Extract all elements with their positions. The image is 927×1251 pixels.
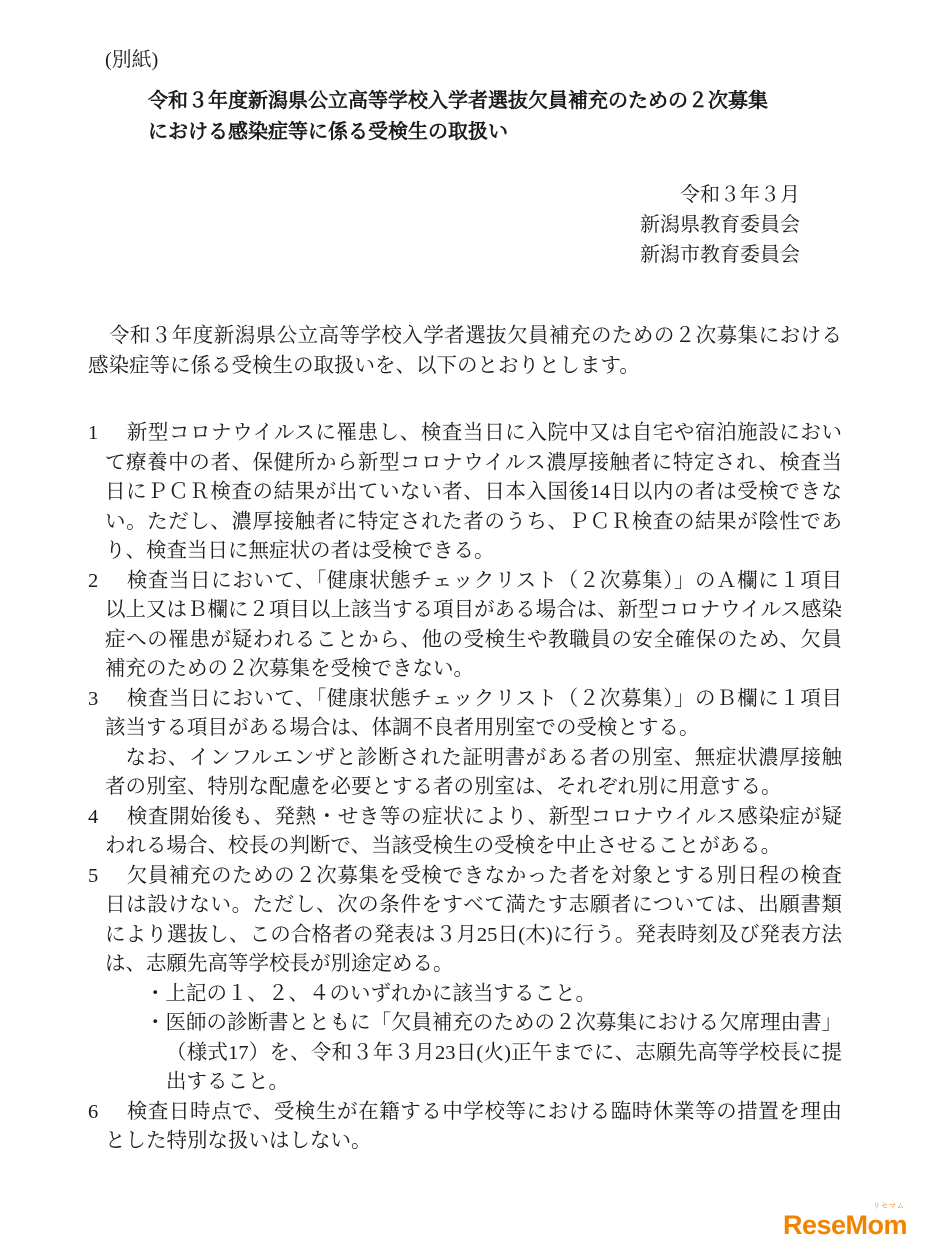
byline-block xyxy=(88,180,842,270)
intro-paragraph: 令和３年度新潟県公立高等学校入学者選抜欠員補充のための２次募集における感染症等に係る受検生の取扱いを、以下のとおりとします。 xyxy=(88,325,842,377)
resemom-logo xyxy=(783,1203,907,1239)
list-item-2 xyxy=(88,567,842,685)
item-2-number: 2 xyxy=(88,569,99,592)
item-5-number: 5 xyxy=(88,864,99,887)
list-item-3 xyxy=(88,685,842,744)
item-2-text: 検査当日において、「健康状態チェックリスト（２次募集）」のＡ欄に１項目以上又はＢ欄に２項目以上該当する項目がある場合は、新型コロナウイルス感染症への罹患が疑われることから、他の受検生や教職員の安全確保のため、欠員補充のための２次募集を受検できない。 xyxy=(105,569,842,680)
item-4-number: 4 xyxy=(88,805,99,828)
item-5-text: 欠員補充のための２次募集を受検できなかった者を対象とする別日程の検査日は設けない。ただし、次の条件をすべて満たす志願者については、出願書類により選抜し、この合格者の発表は３月25日(木)に行う。発表時刻及び発表方法は、志願先高等学校長が別途定める。 xyxy=(105,864,842,975)
item-6-number: 6 xyxy=(88,1100,99,1123)
resemom-logo-text: ReseMom xyxy=(782,1210,907,1240)
numbered-list xyxy=(88,419,842,1157)
attachment-label: (別紙) xyxy=(105,49,159,71)
document-date: 令和３年３月 xyxy=(680,184,800,206)
list-item-5-bullet-2: ・医師の診断書とともに「欠員補充のための２次募集における欠席理由書」（様式17）を、令和３年３月23日(火)正午までに、志願先高等学校長に提出すること。 xyxy=(145,1012,842,1093)
org-city-board: 新潟市教育委員会 xyxy=(640,244,800,266)
item-3-number: 3 xyxy=(88,687,99,710)
title-line-1: 令和３年度新潟県公立高等学校入学者選抜欠員補充のための２次募集 xyxy=(148,90,768,112)
org-prefecture-board: 新潟県教育委員会 xyxy=(640,214,800,236)
list-item-1 xyxy=(88,419,842,567)
list-item-4 xyxy=(88,803,842,862)
list-item-5 xyxy=(88,862,842,980)
list-item-6 xyxy=(88,1098,842,1157)
resemom-logo-furigana: リセマム xyxy=(873,1203,905,1210)
document-title xyxy=(148,86,842,148)
item-1-text: 新型コロナウイルスに罹患し、検査当日に入院中又は自宅や宿泊施設において療養中の者、保健所から新型コロナウイルス濃厚接触者に特定され、検査当日にＰＣＲ検査の結果が出ていない者、日本入国後14日以内の者は受検できない。ただし、濃厚接触者に特定された者のうち、ＰＣＲ検査の結果が陰性であり、検査当日に無症状の者は受検できる。 xyxy=(105,422,842,562)
list-item-5-bullet-1: ・上記の１、２、４のいずれかに該当すること。 xyxy=(145,982,596,1005)
item-6-text: 検査日時点で、受検生が在籍する中学校等における臨時休業等の措置を理由とした特別な扱いはしない。 xyxy=(105,1100,842,1152)
item-3-text: 検査当日において、「健康状態チェックリスト（２次募集）」のＢ欄に１項目該当する項目がある場合は、体調不良者用別室での受検とする。 xyxy=(105,687,842,739)
list-item-3-note: なお、インフルエンザと診断された証明書がある者の別室、無症状濃厚接触者の別室、特別な配慮を必要とする者の別室は、それぞれ別に用意する。 xyxy=(105,746,842,798)
item-1-number: 1 xyxy=(88,422,99,444)
title-line-2: における感染症等に係る受検生の取扱い xyxy=(148,121,508,143)
item-4-text: 検査開始後も、発熱・せき等の症状により、新型コロナウイルス感染症が疑われる場合、校長の判断で、当該受検生の受検を中止させることがある。 xyxy=(105,805,842,857)
